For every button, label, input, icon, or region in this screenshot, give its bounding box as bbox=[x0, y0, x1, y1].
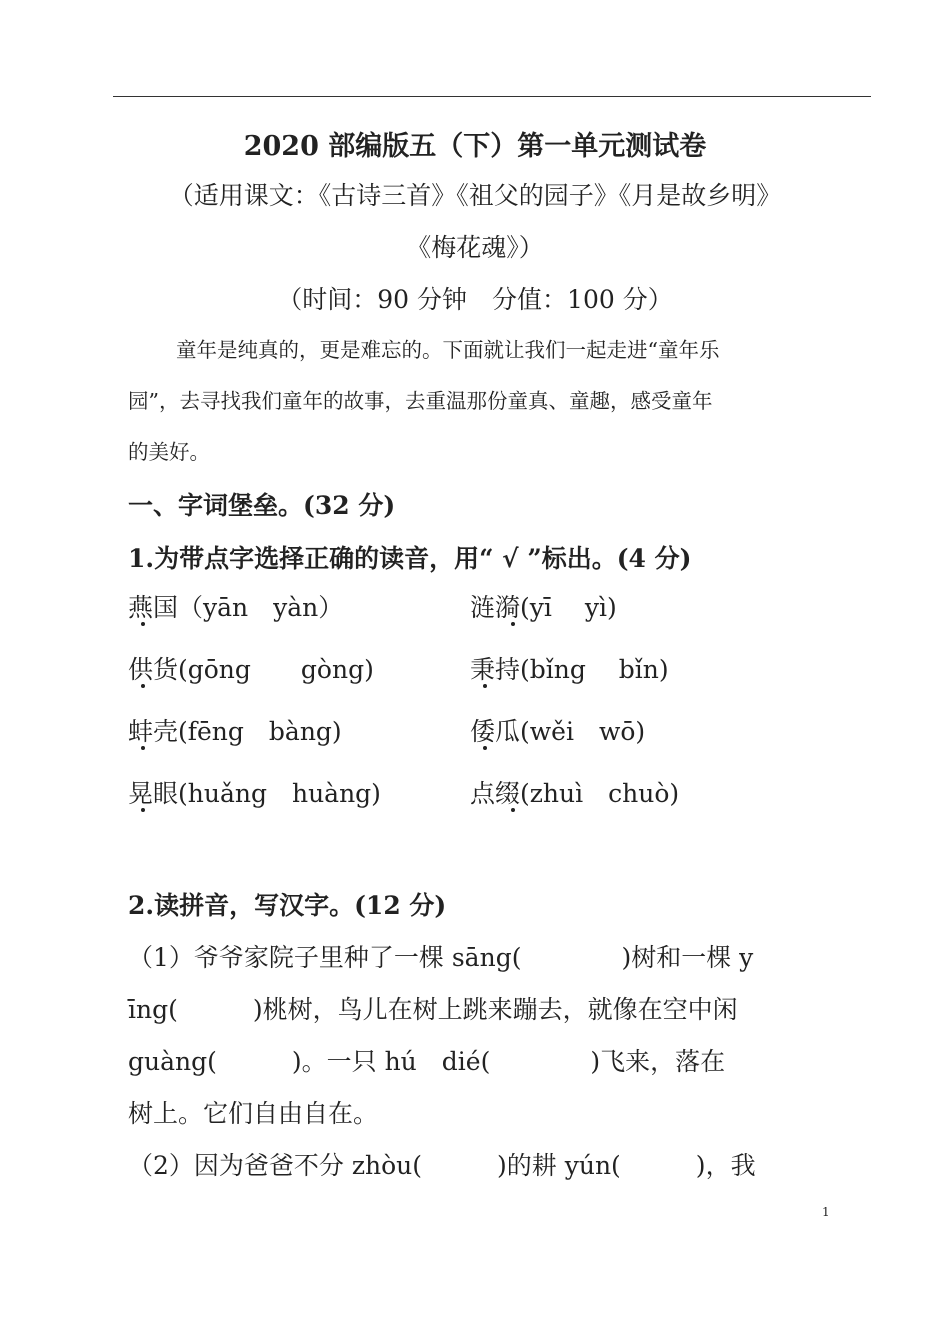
section-heading: 一、字词堡垒。(32 分) bbox=[128, 491, 396, 520]
question-2-heading: 2.读拼音，写汉字。(12 分) bbox=[128, 891, 447, 920]
header-rule bbox=[113, 96, 871, 97]
exercise-line: guàng( )。一只 hú dié( )飞来，落在 bbox=[128, 1047, 726, 1076]
emphasis-dot bbox=[511, 622, 515, 626]
pinyin-item: 燕国（yān yàn） bbox=[128, 593, 344, 622]
exercise-line: 树上。它们自由自在。 bbox=[128, 1099, 379, 1128]
pinyin-item: 点缀(zhuì chuò) bbox=[470, 779, 680, 808]
emphasis-dot bbox=[483, 746, 487, 750]
emphasis-dot bbox=[141, 808, 145, 812]
subtitle-line-1: （适用课文：《古诗三首》《祖父的园子》《月是故乡明》 bbox=[168, 181, 782, 210]
intro-line-2: 园”，去寻找我们童年的故事，去重温那份童真、童趣，感受童年 bbox=[128, 389, 713, 413]
intro-line-1: 童年是纯真的，更是难忘的。下面就让我们一起走进“童年乐 bbox=[176, 338, 720, 362]
page-title: 2020 部编版五（下）第一单元测试卷 bbox=[243, 131, 707, 162]
pinyin-item: 供货(gōng gòng) bbox=[128, 655, 374, 684]
pinyin-item: 晃眼(huǎng huàng) bbox=[128, 779, 381, 808]
page-number: 1 bbox=[822, 1205, 830, 1219]
emphasis-dot bbox=[141, 622, 145, 626]
pinyin-item: 倭瓜(wěi wō) bbox=[470, 717, 646, 746]
emphasis-dot bbox=[141, 746, 145, 750]
intro-line-3: 的美好。 bbox=[128, 440, 210, 464]
emphasis-dot bbox=[141, 684, 145, 688]
subtitle-line-2: 《梅花魂》） bbox=[406, 233, 544, 262]
emphasis-dot bbox=[511, 808, 515, 812]
question-1-heading: 1.为带点字选择正确的读音，用“ √ ”标出。(4 分) bbox=[128, 544, 692, 573]
emphasis-dot bbox=[483, 684, 487, 688]
exercise-line: （2）因为爸爸不分 zhòu( )的耕 yún( )，我 bbox=[128, 1151, 756, 1180]
pinyin-item: 秉持(bǐng bǐn) bbox=[470, 655, 669, 684]
time-score: （时间：90 分钟 分值：100 分） bbox=[277, 285, 673, 314]
exercise-line: īng( )桃树，鸟儿在树上跳来蹦去，就像在空中闲 bbox=[128, 995, 738, 1024]
pinyin-item: 涟漪(yī yì) bbox=[470, 593, 617, 622]
pinyin-item: 蚌壳(fēng bàng) bbox=[128, 717, 342, 746]
exercise-line: （1）爷爷家院子里种了一棵 sāng( )树和一棵 y bbox=[128, 943, 754, 972]
